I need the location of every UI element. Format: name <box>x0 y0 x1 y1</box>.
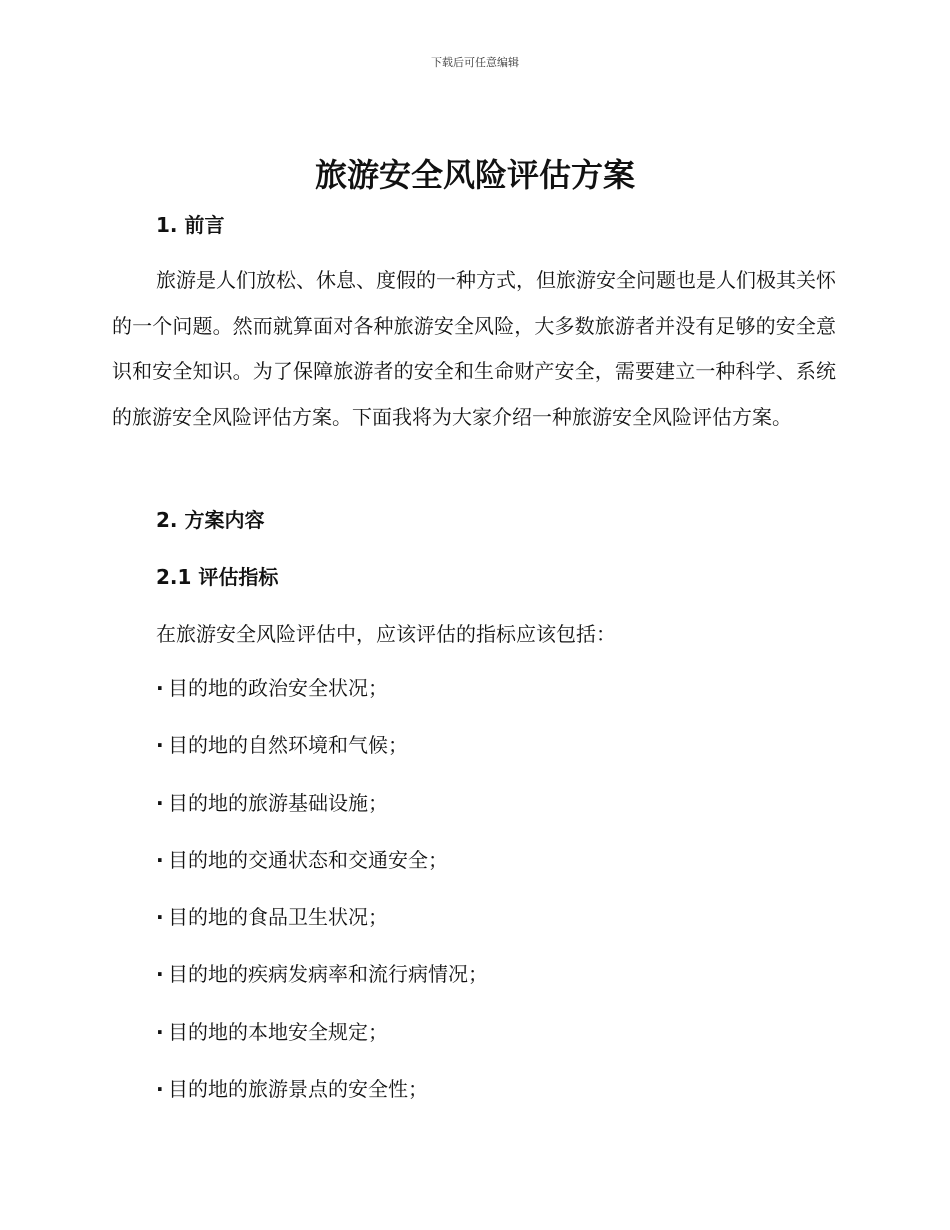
bullet-marker: · <box>156 733 164 758</box>
section-2-1-heading: 2.1 评估指标 <box>156 565 279 589</box>
list-item-text: 目的地的交通状态和交通安全； <box>168 847 448 872</box>
list-item-text: 目的地的政治安全状况； <box>168 676 388 700</box>
header-note: 下载后可任意编辑 <box>431 56 519 69</box>
list-item <box>156 1076 488 1133</box>
bullet-marker: · <box>156 1019 164 1044</box>
criteria-list <box>156 675 488 1133</box>
document-title: 旅游安全风险评估方案 <box>314 156 635 194</box>
section-1-heading: 1. 前言 <box>156 213 225 237</box>
criteria-intro: 在旅游安全风险评估中，应该评估的指标应该包括： <box>156 622 616 646</box>
bullet-marker: · <box>156 676 164 700</box>
list-item <box>156 732 488 789</box>
section-2-heading: 2. 方案内容 <box>156 508 265 532</box>
bullet-marker: · <box>156 1077 164 1102</box>
list-item <box>156 847 488 904</box>
list-item <box>156 961 488 1018</box>
list-item <box>156 675 488 732</box>
list-item-text: 目的地的自然环境和气候； <box>168 733 408 758</box>
list-item <box>156 1019 488 1076</box>
list-item-text: 目的地的疾病发病率和流行病情况； <box>168 962 488 987</box>
bullet-marker: · <box>156 790 164 815</box>
list-item-text: 目的地的本地安全规定； <box>168 1019 388 1044</box>
bullet-marker: · <box>156 905 164 930</box>
list-item-text: 目的地的食品卫生状况； <box>168 905 388 930</box>
list-item <box>156 790 488 847</box>
bullet-marker: · <box>156 962 164 987</box>
list-item <box>156 904 488 961</box>
list-item-text: 目的地的旅游景点的安全性； <box>168 1077 428 1102</box>
bullet-marker: · <box>156 847 164 872</box>
list-item-text: 目的地的旅游基础设施； <box>168 790 388 815</box>
section-1-paragraph: 旅游是人们放松、休息、度假的一种方式，但旅游安全问题也是人们极其关怀的一个问题。然而就算面对各种旅游安全风险，大多数旅游者并没有足够的安全意识和安全知识。为了保障旅游者的安全和生命财产安全，需要建立一种科学、系统的旅游安全风险评估方案。下面我将为大家介绍一种旅游安全风险评估方案。 <box>112 268 836 429</box>
